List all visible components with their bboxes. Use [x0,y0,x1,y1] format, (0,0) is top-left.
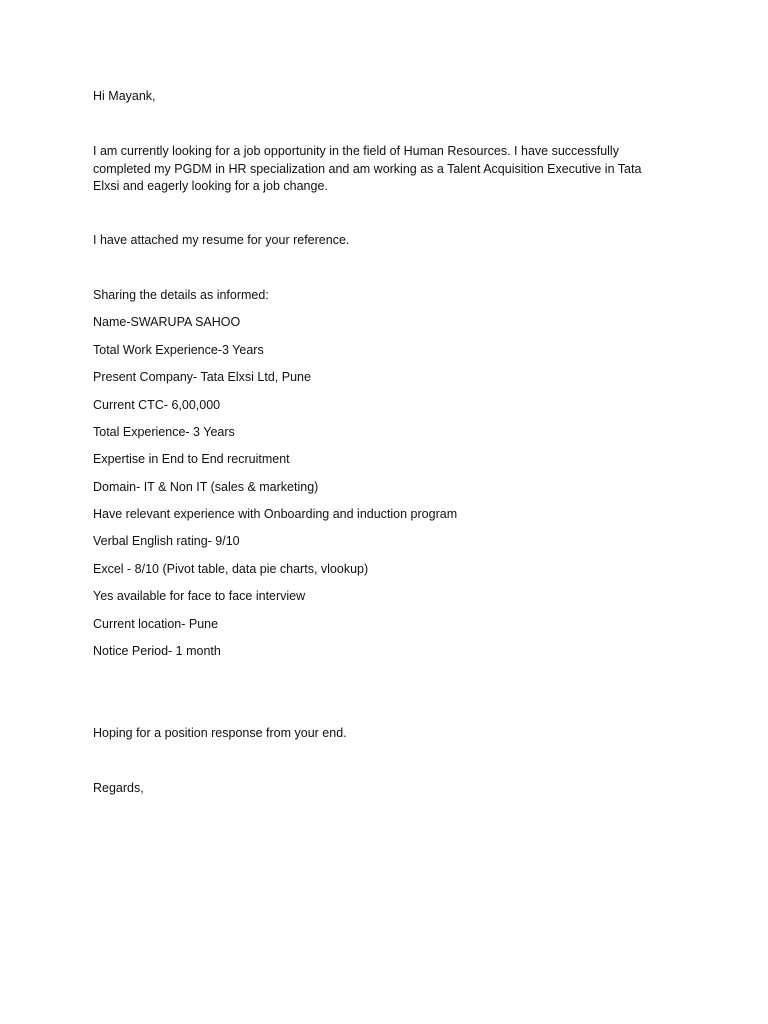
intro-line: Elxsi and eagerly looking for a job change. [93,179,328,193]
detail-total-experience: Total Experience- 3 Years [93,425,235,439]
detail-current-ctc: Current CTC- 6,00,000 [93,398,221,412]
detail-work-experience: Total Work Experience-3 Years [93,343,264,357]
detail-excel-rating: Excel - 8/10 (Pivot table, data pie charts, vlookup) [93,562,369,576]
signoff: Regards, [93,781,144,795]
detail-current-location: Current location- Pune [93,617,219,631]
intro-paragraph [93,143,673,196]
detail-english-rating: Verbal English rating- 9/10 [93,534,240,548]
intro-line: I am currently looking for a job opportunity in the field of Human Resources. I have successfully [93,144,619,158]
detail-domain: Domain- IT & Non IT (sales & marketing) [93,480,319,494]
detail-notice-period: Notice Period- 1 month [93,644,221,658]
detail-name: Name-SWARUPA SAHOO [93,315,241,329]
resume-note: I have attached my resume for your reference. [93,233,350,247]
detail-present-company: Present Company- Tata Elxsi Ltd, Pune [93,370,311,384]
detail-onboarding: Have relevant experience with Onboarding and induction program [93,507,458,521]
closing-line: Hoping for a position response from your end. [93,726,347,740]
detail-interview-availability: Yes available for face to face interview [93,589,306,603]
greeting: Hi Mayank, [93,89,156,103]
detail-expertise: Expertise in End to End recruitment [93,452,290,466]
intro-line: completed my PGDM in HR specialization and am working as a Talent Acquisition Executive in Tata [93,161,642,176]
details-heading: Sharing the details as informed: [93,288,269,302]
